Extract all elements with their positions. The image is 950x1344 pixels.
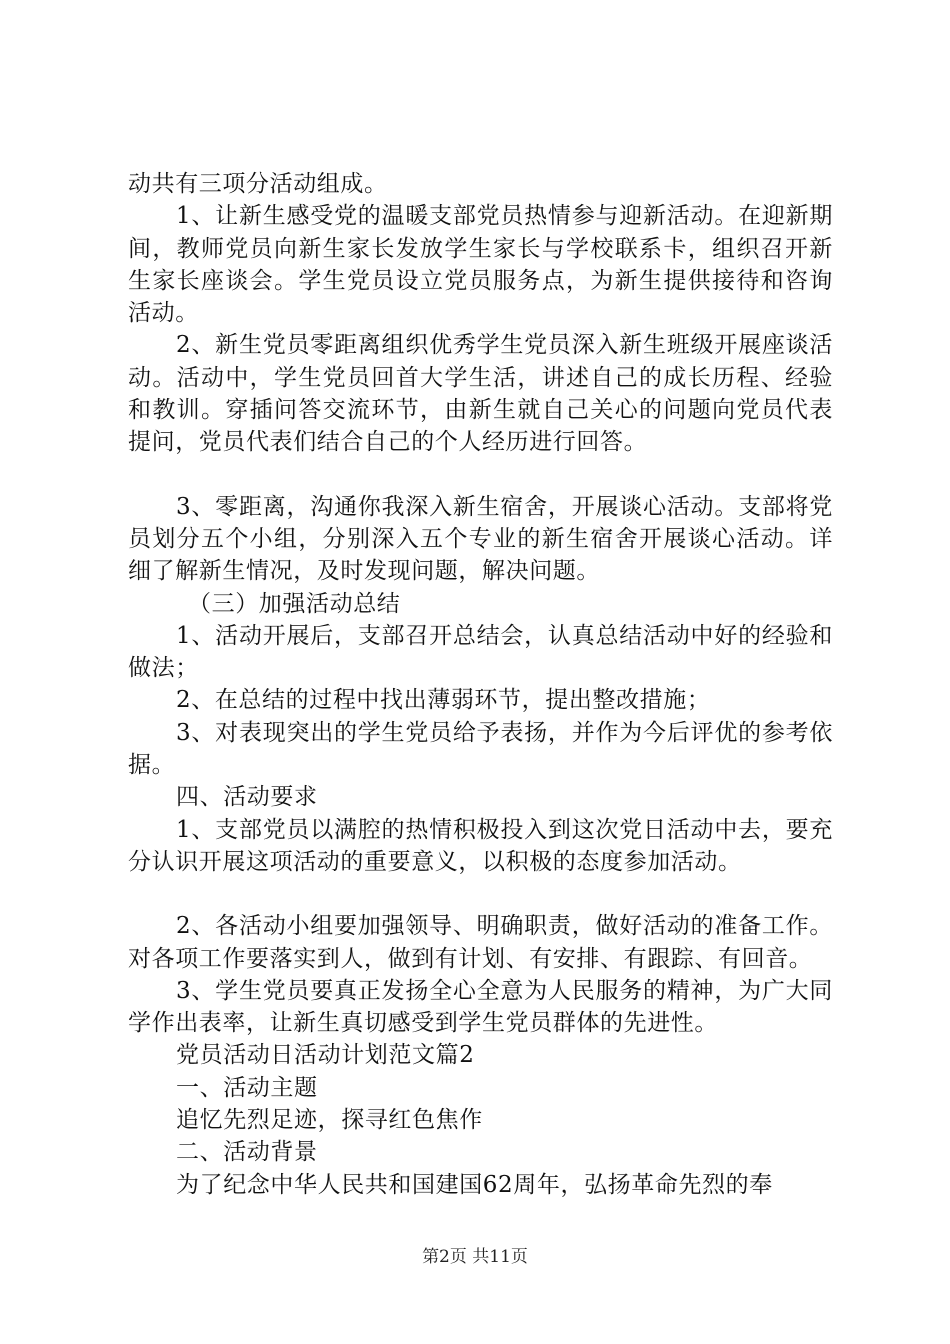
paragraph-item-1: 1、让新生感受党的温暖支部党员热情参与迎新活动。在迎新期间，教师党员向新生家长发放学生家长与学校联系卡，组织召开新生家长座谈会。学生党员设立党员服务点，为新生提供接待和咨询活动。 bbox=[128, 203, 833, 327]
section-heading-theme: 一、活动主题 bbox=[176, 1074, 318, 1101]
article-title: 党员活动日活动计划范文篇2 bbox=[176, 1042, 475, 1069]
section-heading-background: 二、活动背景 bbox=[176, 1139, 318, 1166]
body-text bbox=[128, 168, 833, 1201]
paragraph-requirement-1: 1、支部党员以满腔的热情积极投入到这次党日活动中去，要充分认识开展这项活动的重要意义，以积极的态度参加活动。 bbox=[128, 816, 833, 875]
paragraph-theme: 追忆先烈足迹，探寻红色焦作 bbox=[176, 1107, 483, 1134]
section-heading-requirements: 四、活动要求 bbox=[176, 784, 318, 811]
page-footer: 第2页 共11页 bbox=[422, 1247, 528, 1267]
paragraph-summary-3: 3、对表现突出的学生党员给予表扬，并作为今后评优的参考依据。 bbox=[128, 719, 833, 779]
paragraph-requirement-2: 2、各活动小组要加强领导、明确职责，做好活动的准备工作。对各项工作要落实到人，做到有计划、有安排、有跟踪、有回音。 bbox=[128, 913, 833, 972]
section-heading-summary: （三）加强活动总结 bbox=[188, 590, 401, 617]
paragraph-continuation: 动共有三项分活动组成。 bbox=[128, 171, 388, 197]
paragraph-summary-2: 2、在总结的过程中找出薄弱环节，提出整改措施； bbox=[176, 687, 711, 714]
paragraph-item-2: 2、新生党员零距离组织优秀学生党员深入新生班级开展座谈活动。活动中，学生党员回首大学生活，讲述自己的成长历程、经验和教训。穿插问答交流环节，由新生就自己关心的问题向党员代表提问，党员代表们结合自己的个人经历进行回答。 bbox=[128, 332, 833, 456]
paragraph-requirement-3: 3、学生党员要真正发扬全心全意为人民服务的精神，为广大同学作出表率，让新生真切感受到学生党员群体的先进性。 bbox=[128, 977, 833, 1037]
paragraph-summary-1: 1、活动开展后，支部召开总结会，认真总结活动中好的经验和做法； bbox=[128, 622, 833, 682]
paragraph-background: 为了纪念中华人民共和国建国62周年，弘扬革命先烈的奉 bbox=[176, 1171, 773, 1198]
paragraph-item-3: 3、零距离，沟通你我深入新生宿舍，开展谈心活动。支部将党员划分五个小组，分别深入五个专业的新生宿舍开展谈心活动。详细了解新生情况，及时发现问题，解决问题。 bbox=[128, 493, 833, 585]
